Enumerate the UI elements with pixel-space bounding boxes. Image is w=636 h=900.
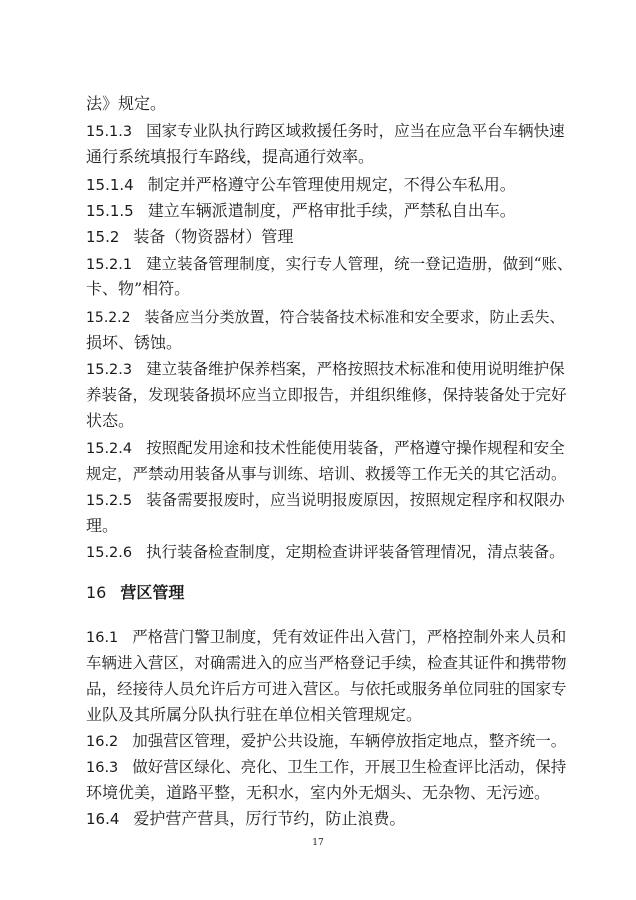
line-text: 法》规定。 (86, 94, 167, 113)
page-number: 17 (312, 838, 324, 848)
clause-text: 加强营区管理，爱护公共设施，车辆停放指定地点，整齐统一。 (132, 732, 567, 750)
line-text: 规定，严禁动用装备从事与训练、培训、救援等工作无关的其它活动。 (86, 465, 567, 483)
clause-15-2-4 (86, 438, 565, 459)
clause-number: 15.2.6 (86, 545, 133, 561)
clause-number: 15.2.4 (86, 441, 133, 457)
text-line (86, 516, 118, 536)
clause-text: 严格营门警卫制度，凭有效证件出入营门，严格控制外来人员和 (132, 628, 567, 646)
clause-16-3 (86, 757, 566, 778)
clause-number: 15.1.3 (86, 124, 133, 140)
section-number: 16 (86, 583, 107, 602)
clause-15-1-5 (86, 201, 516, 221)
line-text: 卡、物”相符。 (86, 279, 191, 298)
clause-number: 16.3 (86, 760, 119, 776)
clause-number: 16.2 (86, 734, 119, 750)
clause-15-2 (86, 227, 293, 247)
clause-text: 爱护营产营具，厉行节约，防止浪费。 (133, 809, 406, 828)
clause-text: 装备需要报废时，应当说明报废原因，按照规定程序和权限办 (146, 491, 565, 509)
text-line (86, 705, 422, 725)
clause-text: 建立装备维护保养档案，严格按照技术标准和使用说明维护保 (146, 360, 565, 378)
clause-number: 15.2 (86, 228, 120, 246)
line-text: 车辆进入营区，对确需进入的应当严格登记手续，检查其证件和携带物 (86, 654, 567, 672)
text-line (86, 411, 134, 431)
clause-text: 国家专业队执行跨区域救援任务时，应当在应急平台车辆快速 (146, 122, 565, 140)
clause-text: 按照配发用途和技术性能使用装备，严格遵守操作规程和安全 (146, 439, 565, 457)
line-text: 养装备，发现装备损坏应当立即报告，并组织维修，保持装备处于完好 (86, 386, 567, 404)
clause-number: 15.1.4 (86, 176, 134, 194)
clause-16-2 (86, 731, 566, 752)
line-text: 理。 (86, 516, 119, 535)
clause-number: 15.2.3 (86, 362, 133, 378)
line-text: 状态。 (86, 411, 135, 430)
text-line (86, 94, 166, 114)
text-line (86, 279, 190, 299)
clause-16-4 (86, 809, 405, 829)
clause-text: 做好营区绿化、亮化、卫生工作，开展卫生检查评比活动，保持 (132, 758, 567, 776)
clause-15-2-3 (86, 359, 565, 380)
clause-number: 15.1.5 (86, 202, 134, 220)
line-text: 环境优美，道路平整，无积水，室内外无烟头、无杂物、无污迹。 (86, 783, 551, 802)
clause-text: 执行装备检查制度，定期检查讲评装备管理情况，清点装备。 (146, 543, 565, 561)
clause-16-1 (86, 627, 566, 648)
clause-number: 16.4 (86, 810, 120, 828)
text-line (86, 653, 567, 673)
text-line (86, 679, 567, 699)
clause-15-2-2 (86, 307, 565, 328)
clause-text: 装备（物资器材）管理 (133, 227, 294, 246)
clause-text: 装备应当分类放置，符合装备技术标准和安全要求，防止丢失、 (144, 308, 565, 326)
clause-text: 建立装备管理制度，实行专人管理，统一登记造册，做到“账、 (146, 255, 573, 273)
clause-15-2-1 (86, 254, 573, 275)
text-line (86, 147, 374, 167)
clause-15-2-6 (86, 542, 565, 563)
line-text: 通行系统填报行车路线，提高通行效率。 (86, 147, 375, 166)
section-title: 营区管理 (120, 583, 185, 602)
text-line (86, 333, 182, 353)
clause-text: 建立车辆派遣制度，严格审批手续，严禁私自出车。 (147, 201, 516, 220)
clause-15-1-4 (86, 175, 516, 195)
clause-number: 15.2.1 (86, 257, 133, 273)
clause-15-2-5 (86, 490, 565, 511)
text-line (86, 385, 567, 405)
clause-number: 15.2.2 (86, 310, 131, 326)
clause-number: 15.2.5 (86, 493, 133, 509)
section-heading (86, 583, 184, 603)
text-line (86, 783, 550, 803)
clause-number: 16.1 (86, 630, 119, 646)
clause-15-1-3 (86, 121, 565, 142)
line-text: 品，经接待人员允许后方可进入营区。与依托或服务单位同驻的国家专 (86, 680, 567, 698)
line-text: 业队及其所属分队执行驻在单位相关管理规定。 (86, 705, 423, 724)
clause-text: 制定并严格遵守公车管理使用规定，不得公车私用。 (147, 175, 516, 194)
text-line (86, 464, 567, 484)
line-text: 损坏、锈蚀。 (86, 333, 183, 352)
